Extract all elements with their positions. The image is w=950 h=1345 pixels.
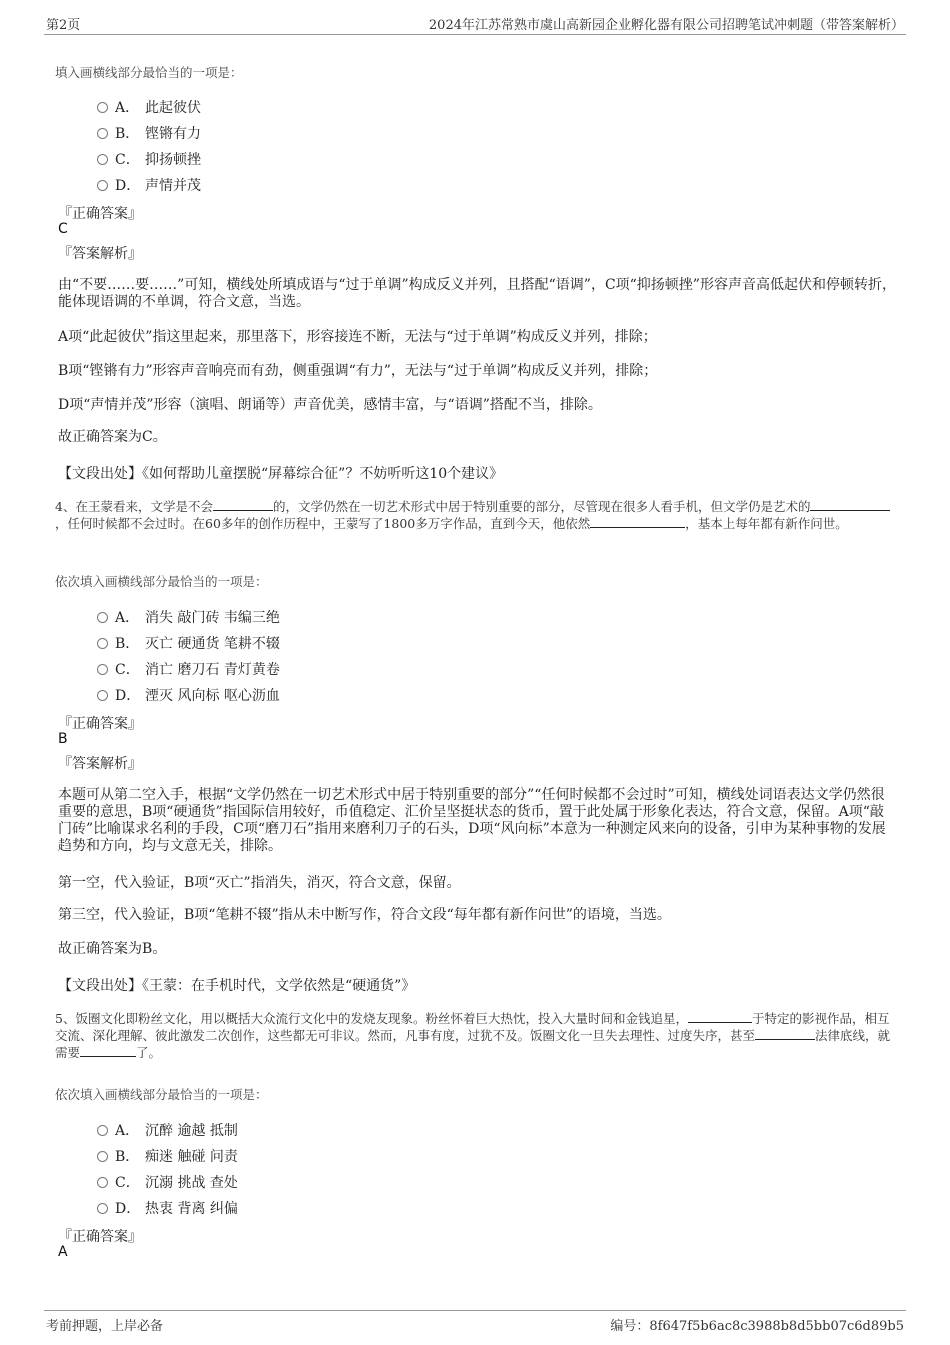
- blank-1: [688, 1010, 752, 1023]
- blank-1: [213, 498, 273, 511]
- radio-icon[interactable]: [97, 1203, 108, 1214]
- page-header: [44, 14, 906, 35]
- blank-2: [755, 1027, 815, 1040]
- q3-analysis-label: 『答案解析』: [58, 246, 142, 262]
- q4-answer-label: 『正确答案』: [58, 716, 142, 732]
- q4-answer: B: [58, 731, 68, 747]
- radio-icon[interactable]: [97, 690, 108, 701]
- q4-option-b[interactable]: B． 灭亡 硬通货 笔耕不辍: [97, 633, 280, 653]
- radio-icon[interactable]: [97, 638, 108, 649]
- q3-option-c[interactable]: C． 抑扬顿挫: [97, 149, 201, 169]
- document-id: 编号：8f647f5b6ac8c3988b8d5bb07c6d89b5: [610, 1319, 904, 1334]
- q4-option-c[interactable]: C． 消亡 磨刀石 青灯黄卷: [97, 659, 280, 679]
- radio-icon[interactable]: [97, 1177, 108, 1188]
- q3-source: 【文段出处】《如何帮助儿童摆脱“屏幕综合征”？不妨听听这10个建议》: [58, 466, 504, 482]
- footer-slogan: 考前押题，上岸必备: [46, 1319, 164, 1334]
- q4-source: 【文段出处】《王蒙：在手机时代，文学依然是“硬通货”》: [58, 978, 416, 994]
- blank-2: [810, 498, 890, 511]
- page-footer: [44, 1310, 906, 1333]
- radio-icon[interactable]: [97, 664, 108, 675]
- q3-option-b[interactable]: B． 铿锵有力: [97, 123, 201, 143]
- q5-option-d[interactable]: D． 热衷 背离 纠偏: [97, 1198, 238, 1218]
- q3-option-d[interactable]: D． 声情并茂: [97, 175, 201, 195]
- q3-option-a[interactable]: A． 此起彼伏: [97, 97, 201, 117]
- q5-answer-label: 『正确答案』: [58, 1229, 142, 1245]
- q3-answer-label: 『正确答案』: [58, 206, 142, 222]
- q5-option-a[interactable]: A． 沉醉 逾越 抵制: [97, 1120, 238, 1140]
- q4-option-a[interactable]: A． 消失 敲门砖 韦编三绝: [97, 607, 280, 627]
- q3-analysis-p5: 故正确答案为C。: [58, 429, 167, 445]
- q4-analysis-p2: 第一空，代入验证，B项“灭亡”指消失，消灭，符合文意，保留。: [58, 875, 461, 891]
- q4-analysis-p4: 故正确答案为B。: [58, 941, 167, 957]
- radio-icon[interactable]: [97, 128, 108, 139]
- blank-3: [590, 515, 685, 528]
- q3-analysis-p2: A项“此起彼伏”指这里起来，那里落下，形容接连不断，无法与“过于单调”构成反义并列，排除；: [58, 329, 657, 345]
- q5-question: 5、饭圈文化即粉丝文化，用以概括大众流行文化中的发烧友现象。粉丝怀着巨大热忱，投入大量时间和金钱追星， 于特定的影视作品，相互交流、深化理解、彼此激发二次创作，这些都无可非议。然而，凡事有度，过犹不及。饭圈文化一旦失去理性、过度失序，甚至 法律底线，就需要 了。: [55, 1011, 891, 1060]
- q5-prompt: 依次填入画横线部分最恰当的一项是：: [55, 1087, 268, 1102]
- radio-icon[interactable]: [97, 180, 108, 191]
- q4-analysis-label: 『答案解析』: [58, 756, 142, 772]
- q4-analysis-p1: 本题可从第二空入手，根据“文学仍然在一切艺术形式中居于特别重要的部分”“任何时候都不会过时”可知，横线处词语表达文学仍然很重要的意思，B项“硬通货”指国际信用较好，币值稳定、汇价呈坚挺状态的货币，置于此处属于形象化表达，符合文意，保留。A项“敲门砖”比喻谋求名利的手段，C项“磨刀石”指用来磨利刀子的石头，D项“风向标”本意为一种测定风来向的设备，引申为某种事物的发展趋势和方向，均与文意无关，排除。: [58, 787, 886, 854]
- radio-icon[interactable]: [97, 102, 108, 113]
- q4-prompt: 依次填入画横线部分最恰当的一项是：: [55, 574, 268, 589]
- q3-analysis-p3: B项“铿锵有力”形容声音响亮而有劲，侧重强调“有力”，无法与“过于单调”构成反义并列，排除；: [58, 363, 658, 379]
- q5-option-c[interactable]: C． 沉溺 挑战 查处: [97, 1172, 238, 1192]
- q4-question: 4、在王蒙看来，文学是不会 的，文学仍然在一切艺术形式中居于特别重要的部分，尽管现在很多人看手机，但文学仍是艺术的，任何时候都不会过时。在60多年的创作历程中，王蒙写了1800多万字作品，直到今天，他依然 ，基本上每年都有新作问世。: [55, 498, 900, 532]
- q3-answer: C: [58, 221, 68, 237]
- radio-icon[interactable]: [97, 154, 108, 165]
- q5-option-b[interactable]: B． 痴迷 触碰 问责: [97, 1146, 238, 1166]
- q5-answer: A: [58, 1244, 68, 1260]
- q4-analysis-p3: 第三空，代入验证，B项“笔耕不辍”指从未中断写作，符合文段“每年都有新作问世”的语境，当选。: [58, 907, 671, 923]
- q3-analysis-p4: D项“声情并茂”形容（演唱、朗诵等）声音优美，感情丰富，与“语调”搭配不当，排除。: [58, 397, 602, 413]
- page-number: 第2页: [46, 18, 81, 33]
- radio-icon[interactable]: [97, 1151, 108, 1162]
- q4-option-d[interactable]: D． 湮灭 风向标 呕心沥血: [97, 685, 280, 705]
- q3-analysis-p1: 由“不要……要……”可知，横线处所填成语与“过于单调”构成反义并列，且搭配“语调”，C项“抑扬顿挫”形容声音高低起伏和停顿转折，能体现语调的不单调，符合文意，当选。: [58, 277, 896, 310]
- radio-icon[interactable]: [97, 1125, 108, 1136]
- document-title: 2024年江苏常熟市虞山高新园企业孵化器有限公司招聘笔试冲刺题（带答案解析）: [428, 18, 904, 33]
- blank-3: [80, 1044, 136, 1057]
- q3-prompt: 填入画横线部分最恰当的一项是：: [55, 65, 243, 80]
- radio-icon[interactable]: [97, 612, 108, 623]
